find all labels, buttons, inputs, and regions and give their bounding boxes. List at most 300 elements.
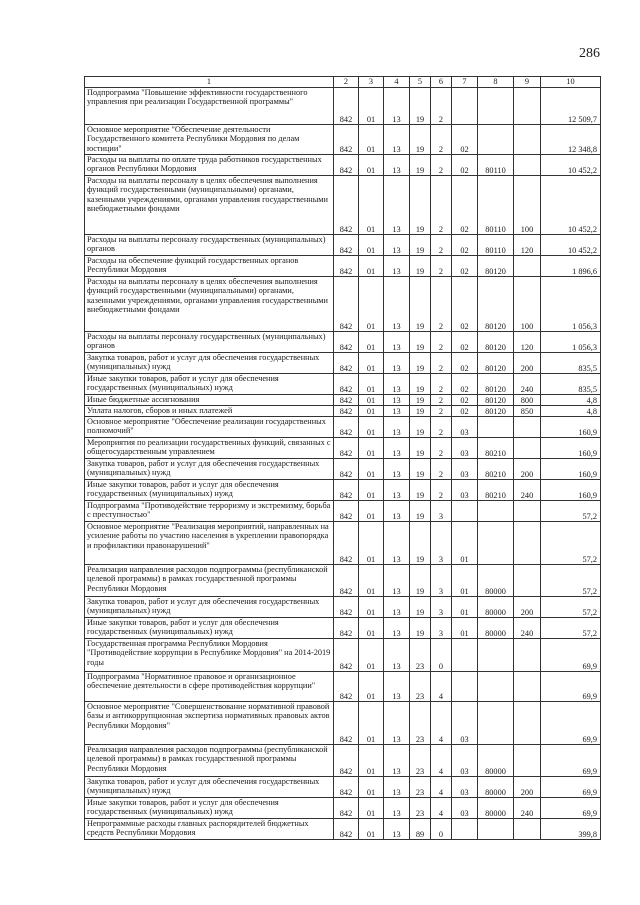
expense-type-code-cell	[514, 819, 541, 840]
table-row	[85, 277, 601, 332]
subprogram-code-cell: 2	[431, 176, 452, 235]
expense-type-code-cell: 120	[514, 332, 541, 353]
column-header: 7	[452, 77, 478, 88]
direction-code-cell: 80000	[478, 618, 514, 639]
row-name: Иные закупки товаров, работ и услуг для обеспечения государственных (муниципальных) нужд	[87, 798, 279, 817]
activity-code-cell: 01	[452, 565, 478, 597]
subsection-code-cell: 13	[384, 88, 410, 125]
row-name: Иные закупки товаров, работ и услуг для обеспечения государственных (муниципальных) нужд	[87, 480, 279, 499]
direction-code-cell	[478, 417, 514, 438]
amount-cell: 57,2	[541, 618, 601, 639]
grbs-code-cell: 842	[334, 819, 359, 840]
grbs-code-cell: 842	[334, 406, 359, 417]
subprogram-code-cell: 4	[431, 745, 452, 777]
subprogram-code-cell: 2	[431, 235, 452, 256]
subsection-code-cell: 13	[384, 597, 410, 618]
subprogram-code-cell: 2	[431, 88, 452, 125]
section-code-cell: 01	[359, 155, 384, 176]
row-name-cell	[85, 374, 334, 395]
row-name: Расходы на обеспечение функций государственных органов Республики Мордовия	[87, 256, 299, 275]
direction-code-cell	[478, 501, 514, 522]
amount-cell: 1 896,6	[541, 256, 601, 277]
grbs-code-cell: 842	[334, 374, 359, 395]
amount-cell: 69,9	[541, 777, 601, 798]
section-code-cell: 01	[359, 565, 384, 597]
table-row	[85, 672, 601, 702]
subprogram-code-cell: 3	[431, 501, 452, 522]
subprogram-code-cell: 2	[431, 417, 452, 438]
grbs-code-cell: 842	[334, 176, 359, 235]
subsection-code-cell: 13	[384, 256, 410, 277]
program-code-cell: 23	[410, 702, 431, 745]
amount-cell: 160,9	[541, 480, 601, 501]
section-code-cell: 01	[359, 459, 384, 480]
program-code-cell: 19	[410, 125, 431, 155]
row-name-cell	[85, 702, 334, 745]
table-row	[85, 819, 601, 840]
section-code-cell: 01	[359, 395, 384, 406]
activity-code-cell: 01	[452, 522, 478, 565]
direction-code-cell	[478, 702, 514, 745]
subprogram-code-cell: 2	[431, 277, 452, 332]
section-code-cell: 01	[359, 522, 384, 565]
row-name: Расходы на выплаты персоналу государственных (муниципальных) органов	[87, 235, 326, 254]
row-name: Уплата налогов, сборов и иных платежей	[87, 406, 233, 415]
column-header: 8	[478, 77, 514, 88]
row-name-cell	[85, 417, 334, 438]
grbs-code-cell: 842	[334, 353, 359, 374]
grbs-code-cell: 842	[334, 417, 359, 438]
program-code-cell: 19	[410, 395, 431, 406]
row-name-cell	[85, 597, 334, 618]
expense-type-code-cell: 200	[514, 597, 541, 618]
direction-code-cell: 80210	[478, 480, 514, 501]
program-code-cell: 19	[410, 332, 431, 353]
row-name-cell	[85, 277, 334, 332]
table-row	[85, 417, 601, 438]
grbs-code-cell: 842	[334, 332, 359, 353]
table-row	[85, 332, 601, 353]
expense-type-code-cell: 100	[514, 277, 541, 332]
amount-cell: 160,9	[541, 438, 601, 459]
table-row	[85, 501, 601, 522]
row-name: Закупка товаров, работ и услуг для обеспечения государственных (муниципальных) нужд	[87, 459, 320, 478]
activity-code-cell: 02	[452, 176, 478, 235]
direction-code-cell: 80110	[478, 155, 514, 176]
program-code-cell: 19	[410, 618, 431, 639]
table-row	[85, 522, 601, 565]
direction-code-cell: 80000	[478, 597, 514, 618]
column-header: 10	[541, 77, 601, 88]
amount-cell: 69,9	[541, 702, 601, 745]
row-name: Подпрограмма "Нормативное правовое и организационное обеспечение деятельности в сфере противодействия коррупции"	[87, 672, 316, 691]
subprogram-code-cell: 2	[431, 353, 452, 374]
section-code-cell: 01	[359, 501, 384, 522]
expense-type-code-cell: 240	[514, 480, 541, 501]
row-name: Основное мероприятие "Обеспечение деятельности Государственного комитета Республики Мордовия по делам юстиции"	[87, 125, 300, 153]
subsection-code-cell: 13	[384, 745, 410, 777]
subsection-code-cell: 13	[384, 522, 410, 565]
section-code-cell: 01	[359, 639, 384, 672]
table-row	[85, 639, 601, 672]
row-name-cell	[85, 256, 334, 277]
grbs-code-cell: 842	[334, 480, 359, 501]
expense-type-code-cell	[514, 501, 541, 522]
row-name: Основное мероприятие "Совершенствование нормативной правовой базы и антикоррупционная экспертиза нормативных правовых актов Республики Мордовия"	[87, 702, 330, 730]
direction-code-cell: 80000	[478, 745, 514, 777]
subprogram-code-cell: 3	[431, 597, 452, 618]
row-name: Закупка товаров, работ и услуг для обеспечения государственных (муниципальных) нужд	[87, 777, 320, 796]
activity-code-cell: 02	[452, 374, 478, 395]
grbs-code-cell: 842	[334, 155, 359, 176]
section-code-cell: 01	[359, 256, 384, 277]
row-name: Расходы на выплаты по оплате труда работников государственных органов Республики Мордовия	[87, 155, 322, 174]
direction-code-cell: 80120	[478, 353, 514, 374]
table-row	[85, 480, 601, 501]
amount-cell: 4,8	[541, 395, 601, 406]
row-name-cell	[85, 332, 334, 353]
table-row	[85, 702, 601, 745]
activity-code-cell: 02	[452, 256, 478, 277]
amount-cell: 835,5	[541, 374, 601, 395]
table-row	[85, 459, 601, 480]
row-name-cell	[85, 155, 334, 176]
program-code-cell: 19	[410, 277, 431, 332]
row-name: Непрограммные расходы главных распорядителей бюджетных средств Республики Мордовия	[87, 819, 309, 838]
grbs-code-cell: 842	[334, 777, 359, 798]
direction-code-cell: 80000	[478, 565, 514, 597]
row-name-cell	[85, 777, 334, 798]
direction-code-cell: 80210	[478, 438, 514, 459]
grbs-code-cell: 842	[334, 565, 359, 597]
program-code-cell: 19	[410, 565, 431, 597]
subprogram-code-cell: 0	[431, 639, 452, 672]
subsection-code-cell: 13	[384, 353, 410, 374]
row-name-cell	[85, 88, 334, 125]
activity-code-cell: 03	[452, 480, 478, 501]
row-name: Расходы на выплаты персоналу государственных (муниципальных) органов	[87, 332, 326, 351]
activity-code-cell	[452, 639, 478, 672]
row-name: Иные закупки товаров, работ и услуг для обеспечения государственных (муниципальных) нужд	[87, 374, 279, 393]
row-name: Подпрограмма "Повышение эффективности государственного управления при реализации Государственной программы"	[87, 88, 308, 107]
table-row	[85, 798, 601, 819]
row-name: Реализация направления расходов подпрограммы (республиканской целевой программы) в рамках государственной программы Республики Мордовия	[87, 565, 328, 593]
program-code-cell: 19	[410, 406, 431, 417]
amount-cell: 10 452,2	[541, 155, 601, 176]
amount-cell: 57,2	[541, 501, 601, 522]
subsection-code-cell: 13	[384, 672, 410, 702]
expense-type-code-cell	[514, 125, 541, 155]
activity-code-cell: 03	[452, 459, 478, 480]
row-name-cell	[85, 798, 334, 819]
subsection-code-cell: 13	[384, 277, 410, 332]
program-code-cell: 23	[410, 639, 431, 672]
table-row	[85, 353, 601, 374]
subprogram-code-cell: 2	[431, 480, 452, 501]
subprogram-code-cell: 2	[431, 332, 452, 353]
direction-code-cell	[478, 125, 514, 155]
row-name-cell	[85, 522, 334, 565]
page-number: 286	[579, 46, 600, 61]
subsection-code-cell: 13	[384, 332, 410, 353]
subprogram-code-cell: 2	[431, 155, 452, 176]
subsection-code-cell: 13	[384, 417, 410, 438]
table-row	[85, 155, 601, 176]
amount-cell: 57,2	[541, 565, 601, 597]
grbs-code-cell: 842	[334, 501, 359, 522]
grbs-code-cell: 842	[334, 125, 359, 155]
direction-code-cell: 80120	[478, 406, 514, 417]
section-code-cell: 01	[359, 406, 384, 417]
row-name: Реализация направления расходов подпрограммы (республиканской целевой программы) в рамках государственной программы Республики Мордовия	[87, 745, 328, 773]
row-name: Мероприятия по реализации государственных функций, связанных с общегосударственным управлением	[87, 438, 331, 457]
row-name-cell	[85, 819, 334, 840]
amount-cell: 399,8	[541, 819, 601, 840]
table-row	[85, 235, 601, 256]
direction-code-cell: 80120	[478, 395, 514, 406]
section-code-cell: 01	[359, 332, 384, 353]
grbs-code-cell: 842	[334, 438, 359, 459]
section-code-cell: 01	[359, 176, 384, 235]
table-row	[85, 745, 601, 777]
program-code-cell: 19	[410, 438, 431, 459]
column-header: 6	[431, 77, 452, 88]
section-code-cell: 01	[359, 702, 384, 745]
program-code-cell: 19	[410, 353, 431, 374]
subprogram-code-cell: 2	[431, 459, 452, 480]
activity-code-cell: 01	[452, 618, 478, 639]
table-row	[85, 406, 601, 417]
table-row	[85, 438, 601, 459]
program-code-cell: 19	[410, 176, 431, 235]
program-code-cell: 23	[410, 745, 431, 777]
subprogram-code-cell: 0	[431, 819, 452, 840]
program-code-cell: 19	[410, 417, 431, 438]
table-row	[85, 256, 601, 277]
expense-type-code-cell	[514, 88, 541, 125]
subsection-code-cell: 13	[384, 155, 410, 176]
row-name: Иные закупки товаров, работ и услуг для обеспечения государственных (муниципальных) нужд	[87, 618, 279, 637]
expense-type-code-cell: 200	[514, 777, 541, 798]
activity-code-cell: 02	[452, 353, 478, 374]
grbs-code-cell: 842	[334, 597, 359, 618]
table-row	[85, 176, 601, 235]
row-name: Закупка товаров, работ и услуг для обеспечения государственных (муниципальных) нужд	[87, 597, 320, 616]
expense-type-code-cell	[514, 565, 541, 597]
amount-cell: 69,9	[541, 672, 601, 702]
table-row	[85, 395, 601, 406]
grbs-code-cell: 842	[334, 672, 359, 702]
expense-type-code-cell	[514, 155, 541, 176]
subsection-code-cell: 13	[384, 565, 410, 597]
grbs-code-cell: 842	[334, 277, 359, 332]
direction-code-cell: 80000	[478, 777, 514, 798]
row-name: Расходы на выплаты персоналу в целях обеспечения выполнения функций государственными (муниципальными) органами, казенными учреждениями, органами управления государственными внебюджетными фондами	[87, 277, 328, 315]
amount-cell: 12 348,8	[541, 125, 601, 155]
grbs-code-cell: 842	[334, 618, 359, 639]
row-name-cell	[85, 618, 334, 639]
subprogram-code-cell: 2	[431, 406, 452, 417]
section-code-cell: 01	[359, 745, 384, 777]
column-header: 3	[359, 77, 384, 88]
grbs-code-cell: 842	[334, 745, 359, 777]
row-name-cell	[85, 353, 334, 374]
row-name: Подпрограмма "Противодействие терроризму и экстремизму, борьба с преступностью"	[87, 501, 331, 520]
grbs-code-cell: 842	[334, 798, 359, 819]
direction-code-cell	[478, 639, 514, 672]
table-row	[85, 125, 601, 155]
activity-code-cell: 01	[452, 597, 478, 618]
row-name-cell	[85, 639, 334, 672]
expense-type-code-cell	[514, 702, 541, 745]
program-code-cell: 19	[410, 235, 431, 256]
section-code-cell: 01	[359, 374, 384, 395]
row-name-cell	[85, 438, 334, 459]
subsection-code-cell: 13	[384, 125, 410, 155]
column-header: 1	[85, 77, 334, 88]
expense-type-code-cell: 120	[514, 235, 541, 256]
row-name-cell	[85, 125, 334, 155]
activity-code-cell: 03	[452, 798, 478, 819]
activity-code-cell	[452, 501, 478, 522]
subsection-code-cell: 13	[384, 480, 410, 501]
section-code-cell: 01	[359, 798, 384, 819]
activity-code-cell: 02	[452, 395, 478, 406]
subsection-code-cell: 13	[384, 798, 410, 819]
expense-type-code-cell	[514, 417, 541, 438]
row-name: Государственная программа Республики Мордовия "Противодействие коррупции в Республике Мордовия" на 2014-2019 годы	[87, 639, 331, 667]
subprogram-code-cell: 2	[431, 256, 452, 277]
section-code-cell: 01	[359, 819, 384, 840]
section-code-cell: 01	[359, 777, 384, 798]
expense-type-code-cell	[514, 438, 541, 459]
section-code-cell: 01	[359, 353, 384, 374]
program-code-cell: 23	[410, 672, 431, 702]
subsection-code-cell: 13	[384, 702, 410, 745]
amount-cell: 160,9	[541, 417, 601, 438]
column-header: 4	[384, 77, 410, 88]
amount-cell: 1 056,3	[541, 332, 601, 353]
expense-type-code-cell: 240	[514, 798, 541, 819]
row-name-cell	[85, 459, 334, 480]
activity-code-cell: 02	[452, 277, 478, 332]
program-code-cell: 23	[410, 798, 431, 819]
grbs-code-cell: 842	[334, 702, 359, 745]
expense-type-code-cell: 850	[514, 406, 541, 417]
direction-code-cell: 80120	[478, 277, 514, 332]
expense-type-code-cell	[514, 745, 541, 777]
expense-type-code-cell	[514, 256, 541, 277]
expense-type-code-cell: 200	[514, 459, 541, 480]
row-name: Основное мероприятие "Обеспечение реализации государственных полномочий"	[87, 417, 326, 436]
section-code-cell: 01	[359, 125, 384, 155]
row-name: Иные бюджетные ассигнования	[87, 395, 200, 404]
subsection-code-cell: 13	[384, 459, 410, 480]
direction-code-cell: 80210	[478, 459, 514, 480]
subsection-code-cell: 13	[384, 438, 410, 459]
subprogram-code-cell: 4	[431, 672, 452, 702]
program-code-cell: 19	[410, 155, 431, 176]
amount-cell: 835,5	[541, 353, 601, 374]
table-row	[85, 618, 601, 639]
grbs-code-cell: 842	[334, 459, 359, 480]
subprogram-code-cell: 4	[431, 798, 452, 819]
subsection-code-cell: 13	[384, 639, 410, 672]
table-header-row	[85, 77, 601, 88]
activity-code-cell: 02	[452, 406, 478, 417]
row-name-cell	[85, 745, 334, 777]
activity-code-cell: 03	[452, 745, 478, 777]
section-code-cell: 01	[359, 235, 384, 256]
subprogram-code-cell: 4	[431, 777, 452, 798]
program-code-cell: 19	[410, 374, 431, 395]
amount-cell: 1 056,3	[541, 277, 601, 332]
subprogram-code-cell: 3	[431, 565, 452, 597]
subsection-code-cell: 13	[384, 176, 410, 235]
direction-code-cell: 80110	[478, 176, 514, 235]
section-code-cell: 01	[359, 438, 384, 459]
amount-cell: 57,2	[541, 597, 601, 618]
amount-cell: 10 452,2	[541, 176, 601, 235]
activity-code-cell: 02	[452, 332, 478, 353]
expense-type-code-cell	[514, 672, 541, 702]
program-code-cell: 23	[410, 777, 431, 798]
budget-table	[84, 76, 601, 840]
direction-code-cell: 80120	[478, 332, 514, 353]
amount-cell: 57,2	[541, 522, 601, 565]
expense-type-code-cell: 240	[514, 374, 541, 395]
subprogram-code-cell: 2	[431, 438, 452, 459]
direction-code-cell	[478, 522, 514, 565]
subprogram-code-cell: 3	[431, 618, 452, 639]
expense-type-code-cell	[514, 639, 541, 672]
direction-code-cell	[478, 88, 514, 125]
subsection-code-cell: 13	[384, 235, 410, 256]
subprogram-code-cell: 4	[431, 702, 452, 745]
subsection-code-cell: 13	[384, 395, 410, 406]
grbs-code-cell: 842	[334, 639, 359, 672]
row-name: Закупка товаров, работ и услуг для обеспечения государственных (муниципальных) нужд	[87, 353, 320, 372]
amount-cell: 4,8	[541, 406, 601, 417]
program-code-cell: 19	[410, 522, 431, 565]
table-row	[85, 88, 601, 125]
direction-code-cell: 80110	[478, 235, 514, 256]
subsection-code-cell: 13	[384, 819, 410, 840]
activity-code-cell: 02	[452, 155, 478, 176]
row-name-cell	[85, 235, 334, 256]
section-code-cell: 01	[359, 672, 384, 702]
direction-code-cell	[478, 819, 514, 840]
column-header: 5	[410, 77, 431, 88]
section-code-cell: 01	[359, 597, 384, 618]
activity-code-cell: 03	[452, 438, 478, 459]
activity-code-cell: 03	[452, 777, 478, 798]
expense-type-code-cell: 100	[514, 176, 541, 235]
activity-code-cell: 02	[452, 125, 478, 155]
subsection-code-cell: 13	[384, 501, 410, 522]
table-row	[85, 374, 601, 395]
row-name-cell	[85, 501, 334, 522]
row-name-cell	[85, 672, 334, 702]
row-name-cell	[85, 395, 334, 406]
program-code-cell: 19	[410, 480, 431, 501]
row-name: Расходы на выплаты персоналу в целях обеспечения выполнения функций государственными (муниципальными) органами, казенными учреждениями, органами управления государственными внебюджетными фондами	[87, 176, 328, 214]
subprogram-code-cell: 3	[431, 522, 452, 565]
program-code-cell: 19	[410, 88, 431, 125]
row-name-cell	[85, 480, 334, 501]
direction-code-cell: 80120	[478, 374, 514, 395]
grbs-code-cell: 842	[334, 235, 359, 256]
